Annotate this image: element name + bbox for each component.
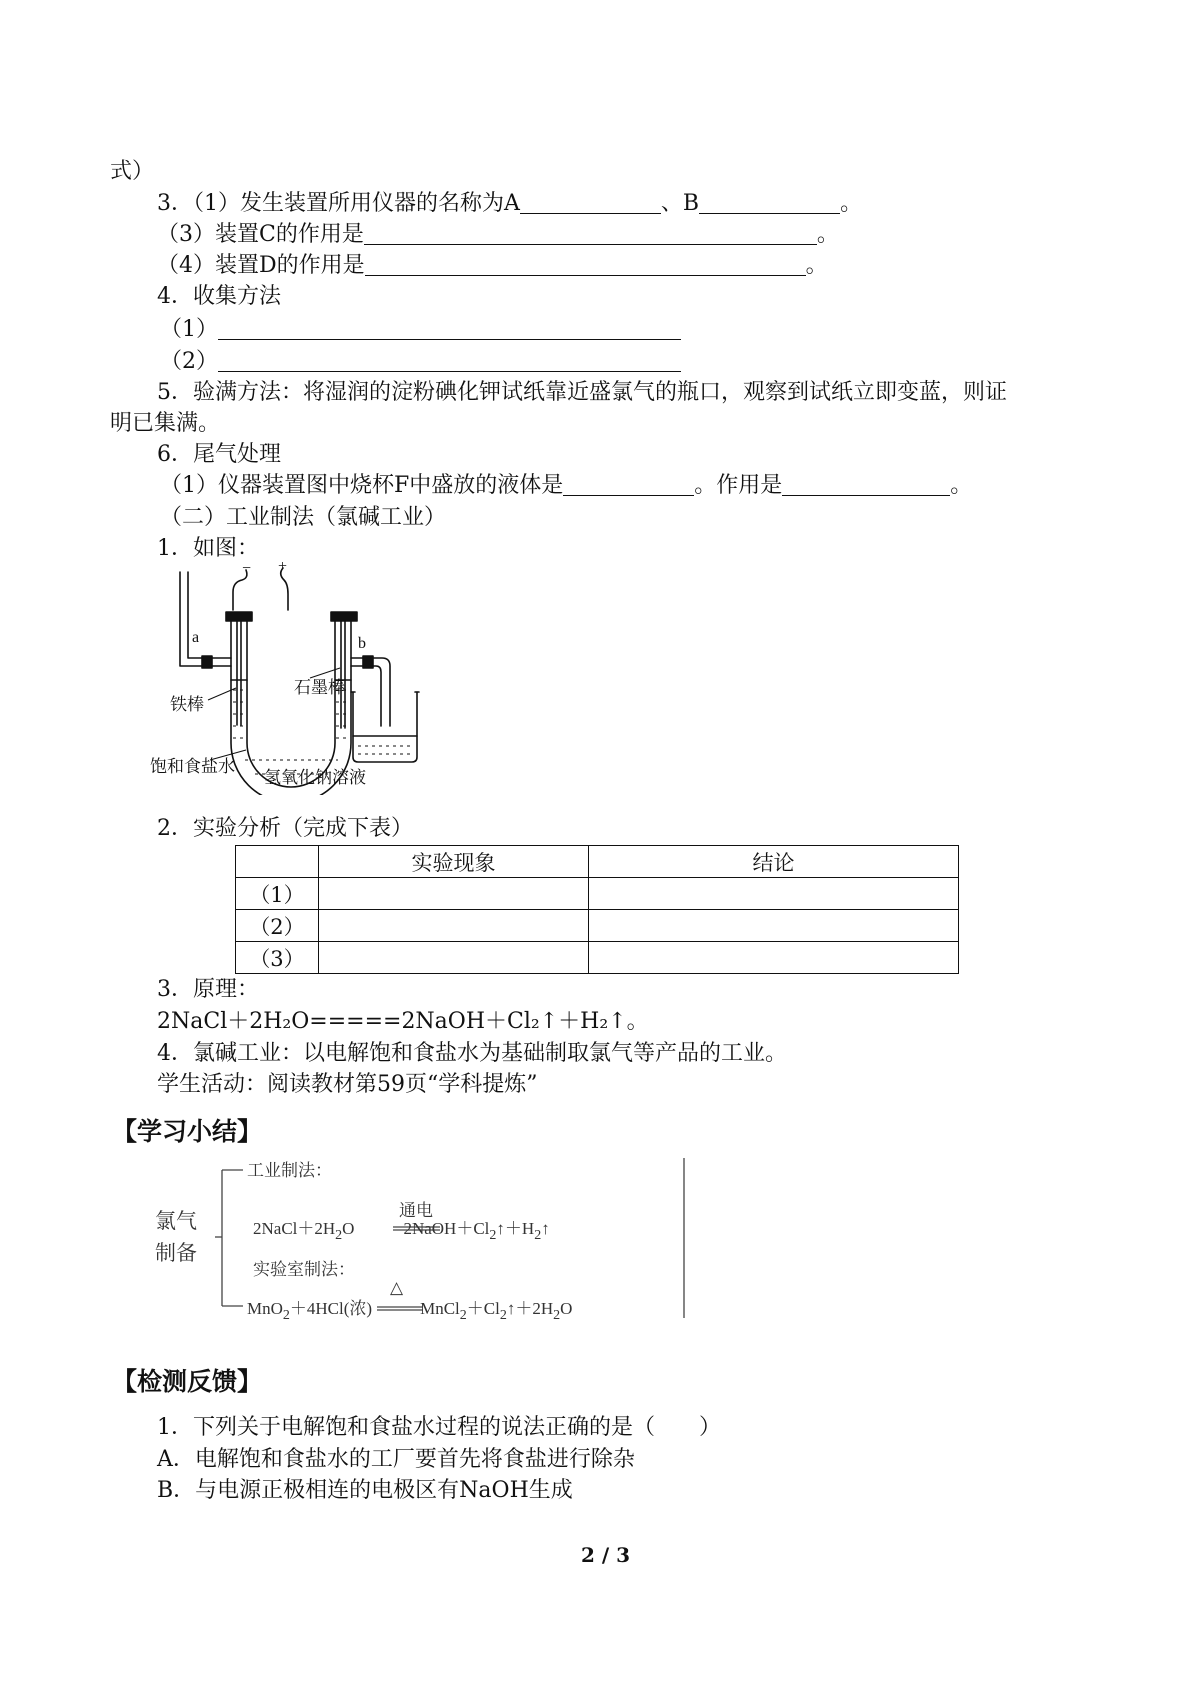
full-check-line2: 明已集满。: [110, 411, 221, 436]
option-a[interactable]: A．电解饱和食盐水的工厂要首先将食盐进行除杂: [157, 1447, 635, 1472]
q3-3-end: 。: [816, 222, 839, 247]
cell-phenomenon[interactable]: [319, 910, 589, 942]
collect-1: [160, 315, 681, 345]
student-activity: 学生活动：阅读教材第59页“学科提炼”: [157, 1072, 538, 1097]
lab-condition: △: [390, 1278, 404, 1297]
full-check-line1: 5．验满方法：将湿润的淀粉碘化钾试纸靠近盛氯气的瓶口，观察到试纸立即变蓝，则证: [157, 380, 1007, 405]
cell-phenomenon[interactable]: [319, 878, 589, 910]
table-row: [236, 878, 959, 910]
section-tail-gas: 6．尾气处理: [157, 442, 281, 467]
blank-d[interactable]: [365, 253, 806, 276]
analysis-table: [235, 845, 959, 974]
eq-sub: 2: [553, 1308, 561, 1323]
eq-part: ＋4HCl(浓): [289, 1299, 373, 1318]
graphite-label: 石墨棒: [294, 678, 345, 698]
collect-2: [160, 347, 681, 377]
feedback-question-1: 1．下列关于电解饱和食盐水过程的说法正确的是（ ）: [157, 1415, 721, 1440]
cell-conclusion[interactable]: [589, 878, 959, 910]
option-b[interactable]: B．与电源正极相连的电极区有NaOH生成: [157, 1478, 573, 1503]
tail-gas-mid: 。作用是: [694, 473, 783, 498]
section-industrial: （二）工业制法（氯碱工业）: [160, 505, 447, 530]
table-header-conclusion: 结论: [589, 846, 959, 878]
minus-label: −: [242, 560, 252, 577]
tail-gas-end: 。: [950, 473, 973, 498]
analysis-intro: 2．实验分析（完成下表）: [157, 816, 413, 841]
summary-topic-line2: 制备: [155, 1241, 197, 1265]
row-label: （1）: [236, 878, 319, 910]
blank-collect-2[interactable]: [218, 349, 681, 372]
q3-4-end: 。: [805, 253, 828, 278]
table-row: [236, 910, 959, 942]
table-row: [236, 942, 959, 974]
cell-conclusion[interactable]: [589, 942, 959, 974]
q3-4-text: （4）装置D的作用是: [157, 253, 365, 278]
eq-sub: 2: [459, 1308, 467, 1323]
tail-gas-1: [160, 471, 972, 501]
q3-1-text: 3．（1）发生装置所用仪器的名称为A: [157, 191, 520, 216]
chlor-alkali-definition: 4．氯碱工业：以电解饱和食盐水为基础制取氯气等产品的工业。: [157, 1041, 787, 1066]
electrolysis-diagram: [150, 560, 420, 795]
cell-conclusion[interactable]: [589, 910, 959, 942]
figure-intro: 1．如图：: [157, 536, 259, 561]
eq-part: O: [560, 1299, 573, 1318]
principle-label: 3．原理：: [157, 977, 259, 1002]
eq-part: MnO: [247, 1299, 283, 1318]
brine-label: 饱和食盐水: [150, 757, 235, 777]
blank-liquid[interactable]: [563, 473, 694, 496]
q3-1-sep: 、B: [660, 191, 700, 216]
eq-part: ↑＋2H: [506, 1299, 554, 1318]
summary-diagram: [155, 1158, 685, 1323]
blank-purpose[interactable]: [782, 473, 950, 496]
eq-part: 2NaCl＋2H: [253, 1219, 336, 1238]
q3-1-end: 。: [840, 191, 863, 216]
q3-3-text: （3）装置C的作用是: [157, 222, 364, 247]
question-3-4: [157, 251, 828, 281]
industrial-equation: [253, 1214, 550, 1251]
table-header-row: [236, 846, 959, 878]
row-label: （3）: [236, 942, 319, 974]
summary-topic-line1: 氯气: [155, 1209, 197, 1233]
question-3-3: [157, 220, 839, 250]
blank-collect-1[interactable]: [218, 317, 681, 340]
lab-equation: [247, 1294, 572, 1331]
text-line: 式）: [110, 159, 155, 184]
eq-part: ↑: [541, 1219, 550, 1238]
eq-part: MnCl: [420, 1299, 460, 1318]
iron-label: 铁棒: [170, 695, 204, 715]
page-number: 2 / 3: [581, 1543, 631, 1567]
eq-part: 2NaOH＋Cl: [403, 1219, 490, 1238]
table-header-empty: [236, 846, 319, 878]
eq-sub: 2: [335, 1228, 343, 1243]
lab-label: 实验室制法：: [253, 1260, 355, 1279]
blank-c[interactable]: [364, 222, 817, 245]
row-label: （2）: [236, 910, 319, 942]
industrial-condition: 通电: [399, 1201, 433, 1220]
collect-2-label: （2）: [160, 349, 218, 374]
eq-part: O: [342, 1219, 355, 1238]
blank-a[interactable]: [520, 191, 661, 214]
collect-1-label: （1）: [160, 317, 218, 342]
table-header-phenomenon: 实验现象: [319, 846, 589, 878]
eq-sub: 2: [499, 1308, 507, 1323]
eq-part: ＋Cl: [466, 1299, 500, 1318]
feedback-heading: 【检测反馈】: [112, 1367, 263, 1396]
eq-sub: 2: [489, 1228, 497, 1243]
eq-part: ↑＋H: [496, 1219, 535, 1238]
label-a: a: [192, 629, 200, 646]
tail-gas-text: （1）仪器装置图中烧杯F中盛放的液体是: [160, 473, 564, 498]
blank-b[interactable]: [699, 191, 840, 214]
cell-phenomenon[interactable]: [319, 942, 589, 974]
eq-sub: 2: [534, 1228, 542, 1243]
principle-equation: 2NaCl＋2H₂O=====2NaOH＋Cl₂↑＋H₂↑。: [157, 1009, 649, 1034]
section-collect: 4．收集方法: [157, 284, 281, 309]
industrial-label: 工业制法：: [247, 1161, 332, 1180]
question-3-1: [157, 189, 862, 219]
plus-label: +: [278, 560, 288, 575]
label-b: b: [358, 635, 366, 652]
eq-sub: 2: [282, 1308, 290, 1323]
naoh-label: 氢氧化钠溶液: [264, 768, 366, 788]
summary-heading: 【学习小结】: [112, 1117, 263, 1146]
